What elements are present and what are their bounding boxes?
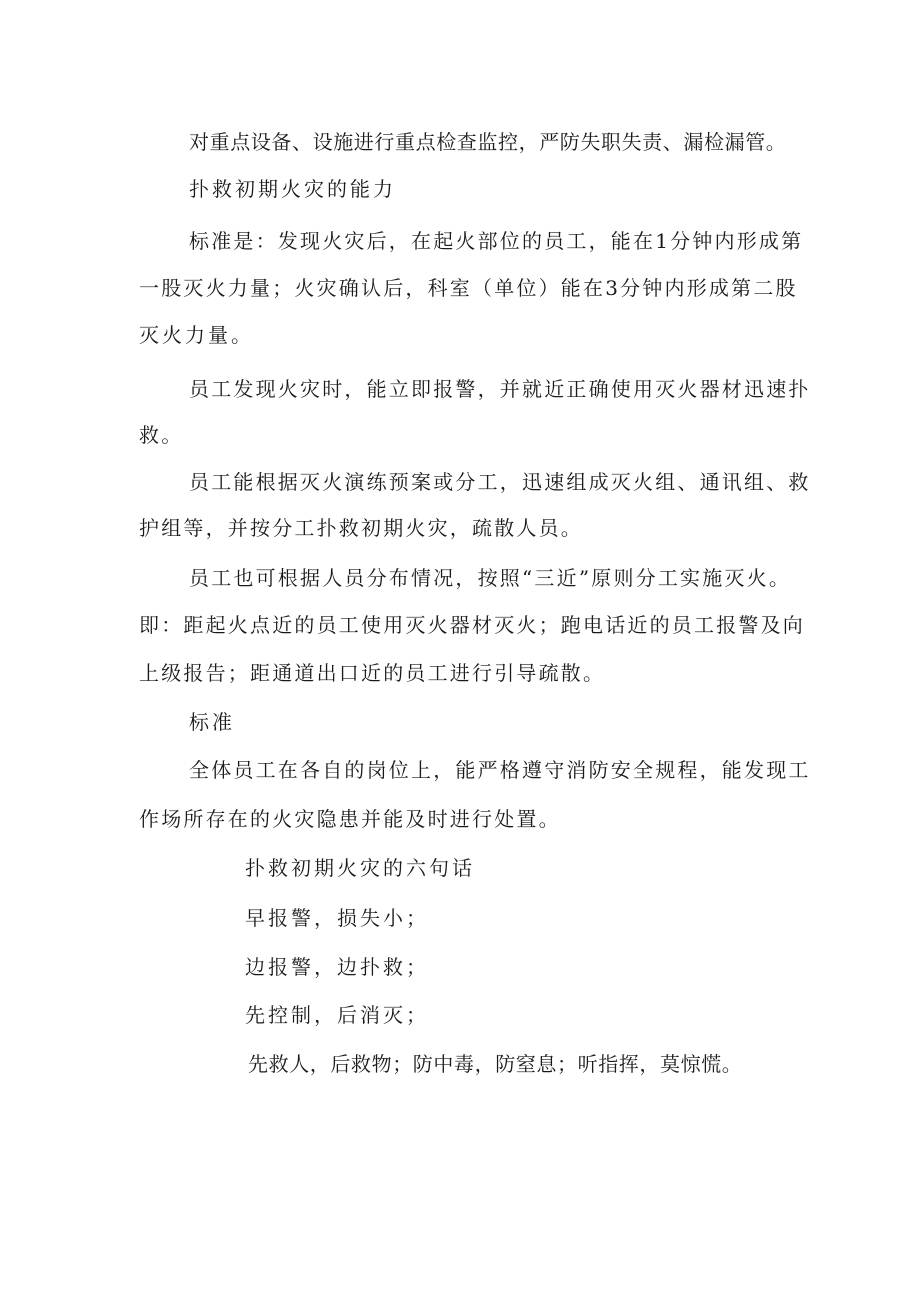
- paragraph-line-9: 护组等，并按分工扑救初期火灾，疏散人员。: [139, 516, 583, 540]
- paragraph-line-5: 灭火力量。: [139, 323, 254, 347]
- paragraph-line-7: 救。: [139, 423, 184, 447]
- saying-line-3: 先控制，后消灭；: [245, 1003, 429, 1027]
- paragraph-line-4: 一股灭火力量；火灾确认后，科室（单位）能在3分钟内形成第二股: [139, 276, 798, 300]
- paragraph-line-12: 上级报告；距通道出口近的员工进行引导疏散。: [139, 661, 606, 685]
- paragraph-line-14: 全体员工在各自的岗位上，能严格遵守消防安全规程，能发现工: [189, 758, 811, 782]
- paragraph-line-15: 作场所存在的火灾隐患并能及时进行处置。: [139, 807, 561, 831]
- saying-line-4: 先救人，后救物；防中毒，防窒息；听指挥，莫惊慌。: [248, 1052, 743, 1076]
- section-heading-initial-fire-ability: 扑救初期火灾的能力: [189, 177, 396, 201]
- paragraph-line-6: 员工发现火灾时，能立即报警，并就近正确使用灭火器材迅速扑: [189, 377, 811, 401]
- saying-line-2: 边报警，边扑救；: [245, 955, 429, 979]
- paragraph-line-8: 员工能根据灭火演练预案或分工，迅速组成灭火组、通讯组、救: [189, 470, 811, 494]
- paragraph-line-3: 标准是：发现火灾后，在起火部位的员工，能在1分钟内形成第: [189, 229, 804, 253]
- paragraph-line-11: 即：距起火点近的员工使用灭火器材灭火；跑电话近的员工报警及向: [139, 613, 805, 637]
- paragraph-line-10: 员工也可根据人员分布情况，按照“三近”原则分工实施灭火。: [189, 566, 792, 590]
- paragraph-line-1: 对重点设备、设施进行重点检查监控，严防失职失责、漏检漏管。: [189, 130, 787, 154]
- section-heading-standard: 标准: [189, 710, 235, 734]
- saying-line-1: 早报警，损失小；: [245, 906, 429, 930]
- section-heading-six-sayings: 扑救初期火灾的六句话: [245, 856, 475, 880]
